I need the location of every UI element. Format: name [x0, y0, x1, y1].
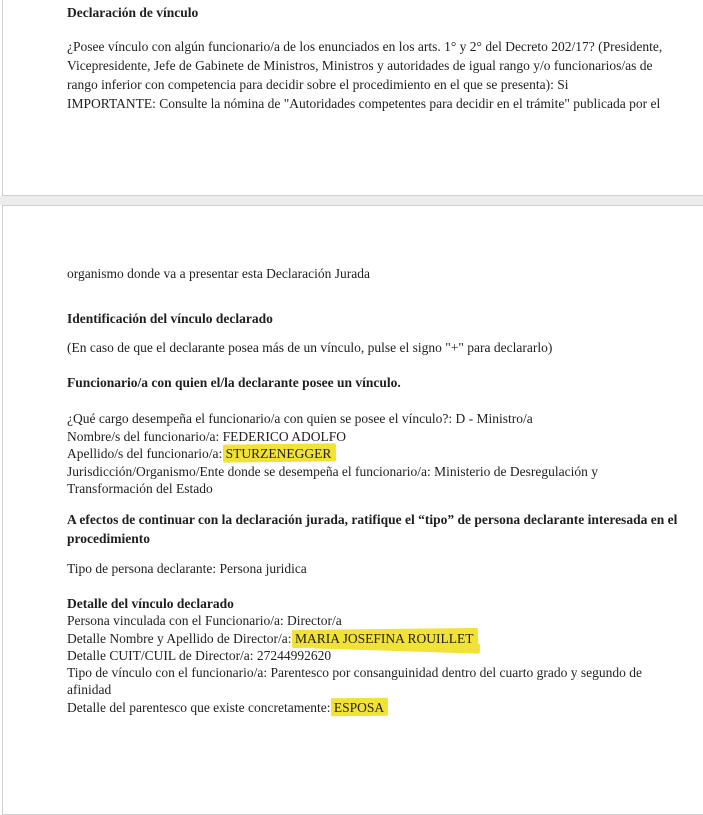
- document-line: [67, 265, 690, 283]
- ratify-paragraph: [67, 510, 690, 549]
- page-2-content: [3, 265, 703, 716]
- document-line: [67, 428, 690, 446]
- text-segment: A efectos de continuar con la declaración jurada, ratifique el “tipo” de persona declarante interesada en el: [67, 511, 678, 527]
- text-segment: Vicepresidente, Jefe de Gabinete de Ministros, Ministros y autoridades de igual rango y/o funcionarios/as de: [67, 57, 653, 73]
- document-line: [67, 630, 690, 647]
- document-title: [67, 4, 690, 22]
- document-line: [67, 529, 690, 549]
- document-line: [67, 94, 690, 113]
- note-line: [67, 339, 690, 357]
- document-line: [67, 374, 690, 392]
- text-segment: Persona vinculada con el Funcionario/a: Director/a: [67, 613, 342, 629]
- text-segment: Identificación del vínculo declarado: [67, 310, 273, 326]
- text-segment: Detalle del parentesco que existe concretamente:: [67, 699, 334, 715]
- text-segment: Nombre/s del funcionario/a: FEDERICO ADOLFO: [67, 428, 346, 444]
- section-heading-identificacion: [67, 310, 690, 328]
- highlight-annotation: ESPOSA: [333, 699, 385, 715]
- text-segment: ¿Posee vínculo con algún funcionario/a de los enunciados en los arts. 1° y 2° del Decreto 202/17? (Presidente,: [67, 38, 663, 54]
- document-line: [67, 310, 690, 328]
- document-line: [67, 595, 690, 612]
- page-1-content: [3, 4, 703, 113]
- text-segment: (En caso de que el declarante posea más de un vínculo, pulse el signo "+" para declararlo): [67, 340, 553, 355]
- highlight-annotation: MARIA JOSEFINA ROUILLET: [295, 631, 474, 646]
- text-segment: Funcionario/a con quien el/la declarante posee un vínculo.: [67, 374, 401, 390]
- document-line: [67, 612, 690, 629]
- document-line: [67, 445, 690, 463]
- document-line: [67, 647, 690, 664]
- document-line: [67, 681, 690, 698]
- text-segment: afinidad: [67, 682, 112, 698]
- funcionario-fields: [67, 410, 690, 498]
- text-segment: Detalle del vínculo declarado: [67, 596, 234, 611]
- page-gap: [0, 196, 703, 205]
- text-segment: Transformación del Estado: [67, 481, 213, 496]
- document-line: [67, 664, 690, 681]
- text-segment: ¿Qué cargo desempeña el funcionario/a con quien se posee el vínculo?: D - Ministro/a: [67, 411, 533, 426]
- text-segment: Detalle Nombre y Apellido de Director/a:: [67, 630, 295, 646]
- document-line: [67, 510, 690, 530]
- section-heading-funcionario: [67, 374, 690, 392]
- text-segment: Declaración de vínculo: [67, 5, 199, 20]
- detalle-vinculo-fields: [67, 595, 690, 716]
- document-line: [67, 699, 690, 716]
- document-page-1: [2, 0, 703, 196]
- intro-paragraph: [67, 37, 690, 113]
- tipo-persona-line: [67, 560, 690, 578]
- document-line: [67, 463, 690, 481]
- text-segment: Detalle CUIT/CUIL de Director/a: 27244992620: [67, 647, 332, 663]
- document-line: [67, 480, 690, 498]
- text-segment: Tipo de persona declarante: Persona juridica: [67, 560, 307, 576]
- text-segment: organismo donde va a presentar esta Declaración Jurada: [67, 266, 370, 281]
- continuation-line: [67, 265, 690, 283]
- document-page-2: [2, 205, 703, 815]
- document-line: [67, 339, 690, 357]
- document-line: [67, 75, 690, 94]
- text-segment: IMPORTANTE: Consulte la nómina de "Autoridades competentes para decidir en el trámite" publicada por el: [67, 95, 661, 111]
- document-line: [67, 560, 690, 578]
- text-segment: procedimiento: [67, 531, 150, 546]
- text-segment: Apellido/s del funcionario/a:: [67, 446, 226, 461]
- document-line: [67, 410, 690, 428]
- highlight-annotation: STURZENEGGER: [225, 446, 332, 461]
- document-line: [67, 56, 690, 75]
- text-segment: Tipo de vínculo con el funcionario/a: Parentesco por consanguinidad dentro del cuarto grado y segundo de: [67, 665, 642, 681]
- text-segment: rango inferior con competencia para decidir sobre el procedimiento en el que se presenta): Si: [67, 76, 569, 92]
- document-line: [67, 4, 690, 22]
- text-segment: Jurisdicción/Organismo/Ente donde se desempeña el funcionario/a: Ministerio de Desregulación y: [67, 463, 598, 479]
- document-line: [67, 37, 690, 56]
